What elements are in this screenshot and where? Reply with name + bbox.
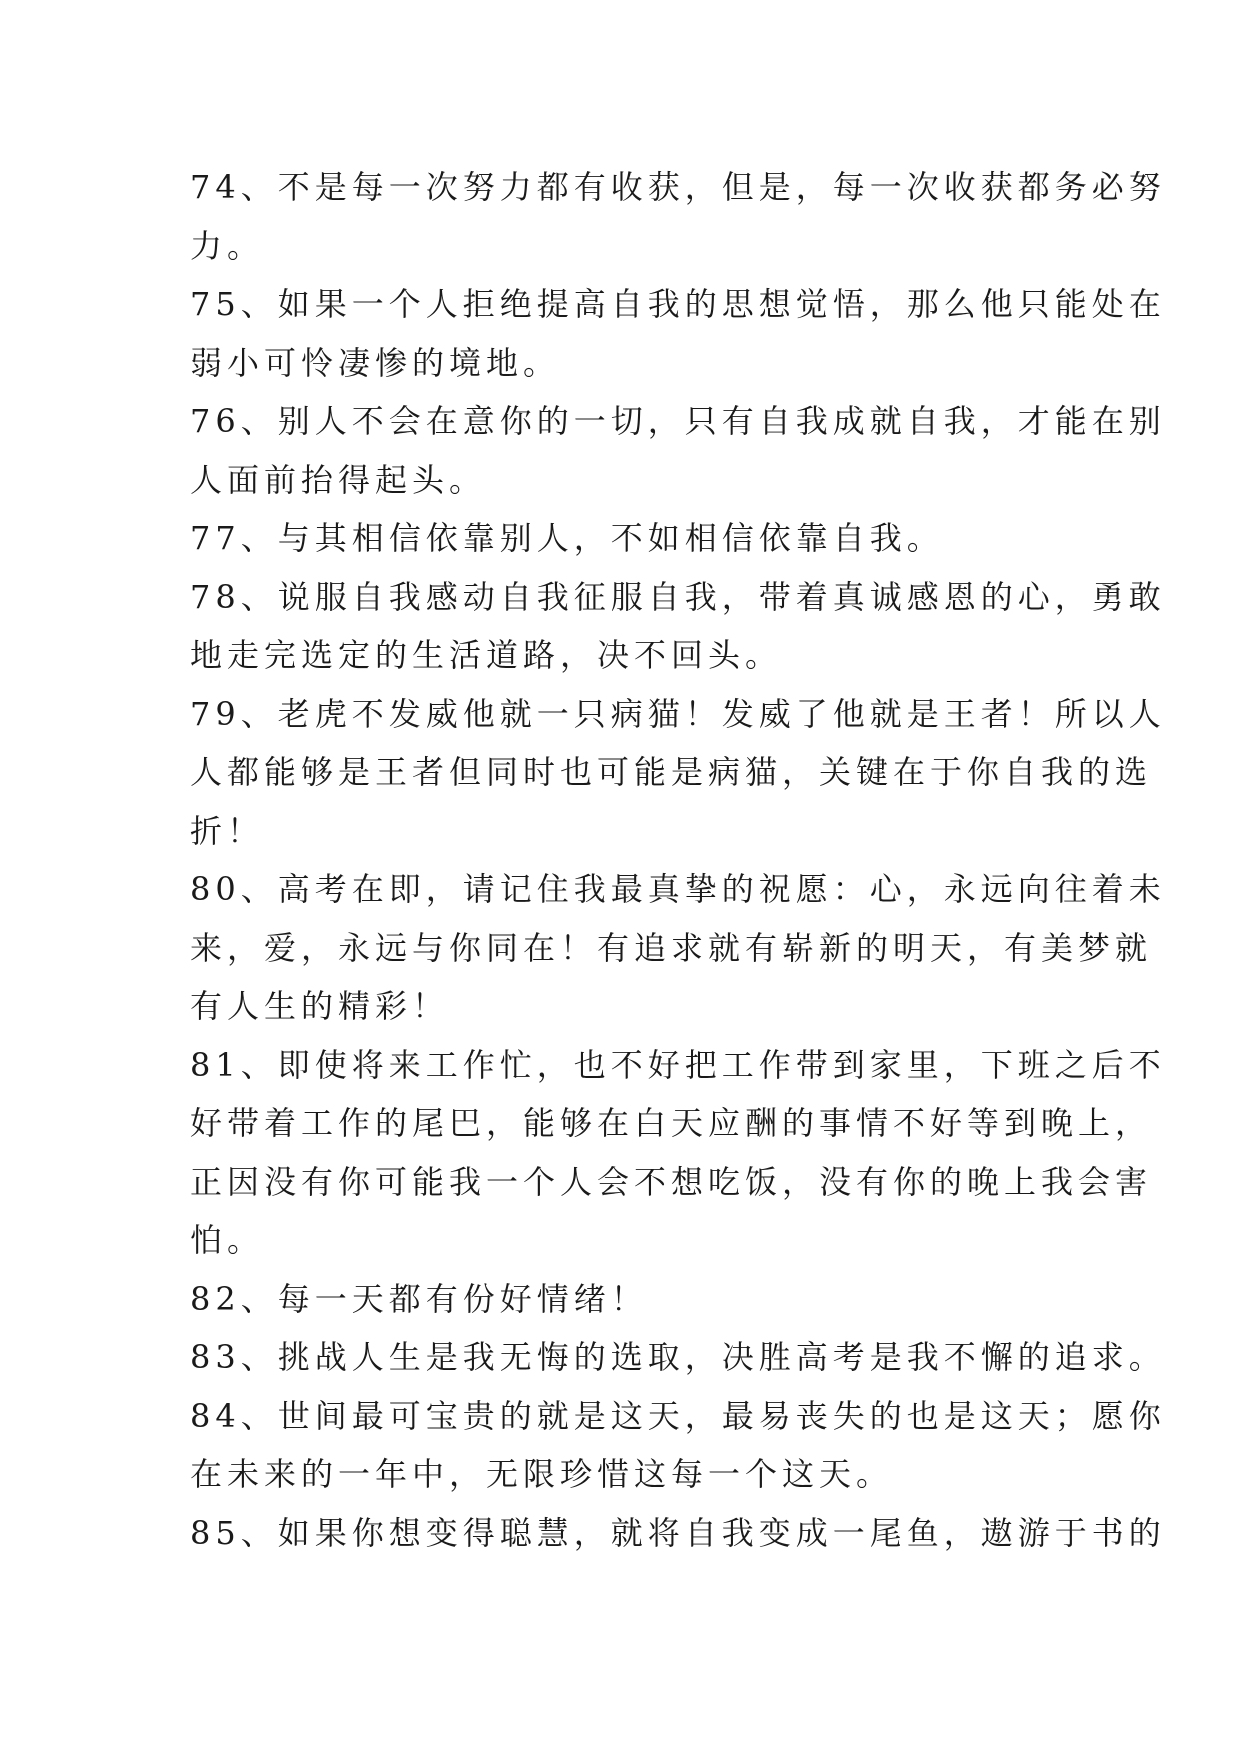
paragraph-77 bbox=[190, 509, 1070, 568]
paragraph-75 bbox=[190, 275, 1166, 392]
paragraph-85 bbox=[190, 1504, 1166, 1563]
paragraph-82 bbox=[190, 1270, 1070, 1329]
paragraph-79 bbox=[190, 685, 1166, 861]
text-line: 来，爱，永远与你同在！有追求就有崭新的明天，有美梦就 bbox=[190, 928, 1153, 967]
text-line: 82、每一天都有份好情绪！ bbox=[190, 1279, 648, 1318]
text-line: 77、与其相信依靠别人，不如相信依靠自我。 bbox=[190, 519, 944, 557]
text-line: 85、如果你想变得聪慧，就将自我变成一尾鱼，遨游于书的 bbox=[190, 1513, 1166, 1552]
text-line: 83、挑战人生是我无悔的选取，决胜高考是我不懈的追求。 bbox=[190, 1338, 1166, 1376]
paragraph-83 bbox=[190, 1328, 1166, 1387]
text-line: 78、说服自我感动自我征服自我，带着真诚感恩的心，勇敢 bbox=[190, 577, 1166, 616]
paragraph-76 bbox=[190, 392, 1166, 509]
document-body bbox=[190, 158, 1166, 1562]
text-line: 好带着工作的尾巴，能够在白天应酬的事情不好等到晚上， bbox=[190, 1104, 1153, 1142]
text-line: 人都能够是王者但同时也可能是病猫，关键在于你自我的选 bbox=[190, 753, 1153, 791]
text-line: 有人生的精彩！ bbox=[190, 987, 450, 1025]
paragraph-78 bbox=[190, 568, 1166, 685]
paragraph-81 bbox=[190, 1036, 1166, 1270]
text-line: 79、老虎不发威他就一只病猫！发威了他就是王者！所以人 bbox=[190, 694, 1166, 733]
text-line: 76、别人不会在意你的一切，只有自我成就自我，才能在别 bbox=[190, 402, 1166, 440]
text-line: 折！ bbox=[190, 811, 265, 850]
text-line: 正因没有你可能我一个人会不想吃饭，没有你的晚上我会害 bbox=[190, 1162, 1153, 1201]
text-line: 80、高考在即，请记住我最真挚的祝愿：心，永远向往着未 bbox=[190, 870, 1166, 908]
text-line: 84、世间最可宝贵的就是这天，最易丧失的也是这天；愿你 bbox=[190, 1396, 1166, 1435]
text-line: 怕。 bbox=[190, 1221, 265, 1259]
paragraph-80 bbox=[190, 860, 1166, 1036]
paragraph-84 bbox=[190, 1387, 1166, 1504]
text-line: 弱小可怜凄惨的境地。 bbox=[190, 343, 561, 382]
text-line: 地走完选定的生活道路，决不回头。 bbox=[190, 636, 783, 674]
text-line: 81、即使将来工作忙，也不好把工作带到家里，下班之后不 bbox=[190, 1045, 1166, 1084]
text-line: 74、不是每一次努力都有收获，但是，每一次收获都务必努 bbox=[190, 168, 1166, 206]
paragraph-74 bbox=[190, 158, 1166, 275]
text-line: 力。 bbox=[190, 226, 265, 265]
text-line: 在未来的一年中，无限珍惜这每一个这天。 bbox=[190, 1455, 894, 1493]
text-line: 人面前抬得起头。 bbox=[190, 460, 487, 499]
text-line: 75、如果一个人拒绝提高自我的思想觉悟，那么他只能处在 bbox=[190, 285, 1166, 323]
